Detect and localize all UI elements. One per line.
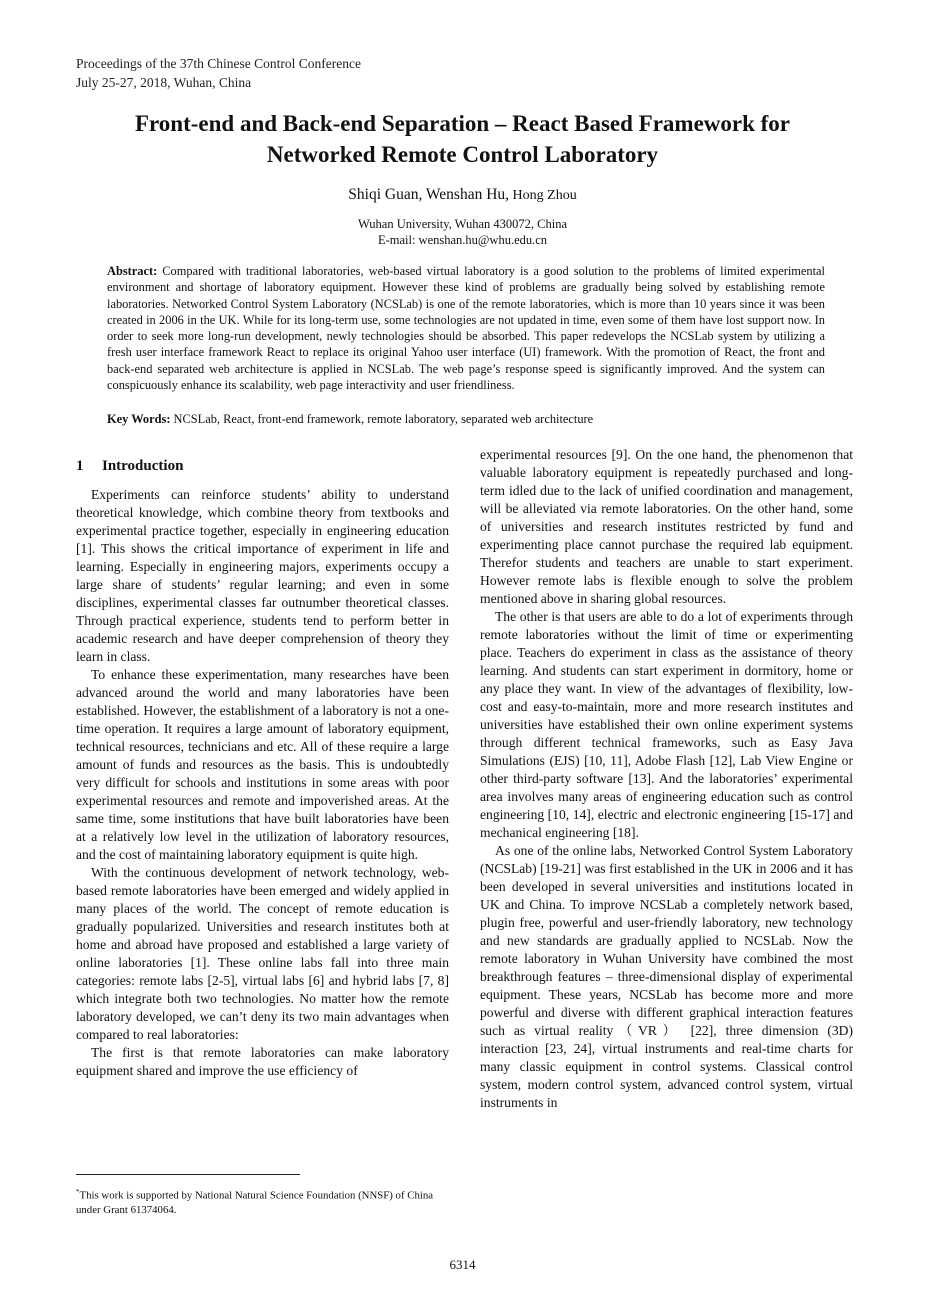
abstract-label: Abstract:: [107, 264, 158, 278]
title-line-1: Front-end and Back-end Separation – React Based Framework for: [134, 111, 791, 136]
footnote: [76, 1185, 449, 1217]
paragraph: experimental resources [9]. On the one hand, the phenomenon that valuable laboratory equipment is repeatedly purchased and long-term idled due to the lack of unified coordination and management, will be alleviated via remote laboratories. On the other hand, some of universities and research institutes restricted by fund and experimenting place cannot purchase the required lab equipment. Therefor students and teachers are unable to start experiment. However remote labs is flexible enough to solve the problem mentioned above in sharing global resources.: [480, 447, 853, 606]
paragraph: The first is that remote laboratories can make laboratory equipment shared and improve the use efficiency of: [76, 1045, 449, 1078]
page-number: 6314: [449, 1257, 476, 1272]
paragraph: With the continuous development of network technology, web-based remote laboratories have been emerged and widely applied in many places of the world. The concept of remote education is gradually popularized. Universities and research institutes both at home and abroad have proposed and established a large variety of online laboratories [1]. These online labs fall into three main categories: remote labs [2-5], virtual labs [6] and hybrid labs [7, 8] which integrate both two technologies. No matter how the remote laboratory developed, we can’t deny its two main advantages when compared to real laboratories:: [76, 865, 449, 1042]
keywords-block: [107, 411, 825, 427]
authors-last: Hong Zhou: [509, 188, 577, 203]
abstract-text: Compared with traditional laboratories, web-based virtual laboratory is a good solution to the problems of limited experimental environment and shortage of laboratory equipment. However these kind of problems are gradually being solved by establishing remote laboratories. Networked Control System Laboratory (NCSLab) is one of the remote laboratories, which is more than 10 years since it was been created in 2006 in the UK. While for its long-term use, some technologies are not updated in time, even some of them have lost support now. In order to seek more long-run development, newly technologies should be absorbed. This paper redevelops the NCSLab system by utilizing a fresh user interface framework React to replace its original Yahoo user interface (UI) framework. With the promotion of React, the front and back-end separated web architecture is applied in NCSLab. The web page’s response speed is significantly improved. And the system can conspicuously enhance its scalability, web page interactivity and user friendliness.: [107, 264, 825, 393]
keywords-text: NCSLab, React, front-end framework, remote laboratory, separated web architecture: [170, 412, 594, 426]
title-line-2: Networked Remote Control Laboratory: [266, 142, 659, 167]
section-title: Introduction: [102, 458, 184, 474]
conference-name: Proceedings of the 37th Chinese Control Conference: [76, 56, 361, 71]
conference-date-place: July 25-27, 2018, Wuhan, China: [76, 75, 252, 90]
paragraph: The other is that users are able to do a lot of experiments through remote laboratories without the limit of time or experimenting place. Teachers do experiment in class as the assistance of theory learning. And students can start experiment in dormitory, home or any place they want. In view of the advantages of flexibility, low-cost and easy-to-maintain, more and more research institutes and universities have established their own online experiment systems through different technical frameworks, such as Easy Java Simulations (EJS) [10, 11], Adobe Flash [12], Lab View Engine or other third-party software [13]. And the laboratories’ experimental area involves many areas of engineering education such as control engineering [10, 14], electric and electronic engineering [15-17] and mechanical engineering [18].: [480, 609, 853, 840]
affiliation: Wuhan University, Wuhan 430072, China: [357, 217, 568, 231]
footnote-divider: [76, 1174, 300, 1175]
footnote-text: This work is supported by National Natural Science Foundation (NNSF) of China under Grant 61374064.: [76, 1189, 434, 1216]
paragraph: To enhance these experimentation, many researches have been advanced around the world and many laboratories have been established. However, the establishment of a laboratory is not a one-time operation. It requires a large amount of laboratory equipment, technical resources, technicians and etc. All of these require a large amount of funds and resources as the basis. This is undoubtedly very difficult for schools and institutions in some areas with poor experimental resources and remote and impoverished areas. At the same time, some institutions that have built laboratories have been at a relatively low level in the utilization of laboratory resources, and the cost of maintaining laboratory equipment is quite high.: [76, 667, 449, 862]
abstract-block: [107, 263, 825, 393]
right-column: [480, 446, 853, 1112]
authors-main: Shiqi Guan, Wenshan Hu,: [348, 186, 510, 203]
section-number: 1: [76, 458, 84, 474]
author-email: E-mail: wenshan.hu@whu.edu.cn: [377, 233, 548, 247]
section-heading: [76, 458, 183, 475]
paper-title: [60, 108, 865, 170]
paragraph: Experiments can reinforce students’ ability to understand theoretical knowledge, which combine theory from textbooks and experimental practice together, especially in engineering education [1]. This shows the critical importance of experiment in life and learning. Especially in engineering majors, experiments occupy a large share of students’ regular learning; and even in some disciplines, experimental classes far outnumber theoretical classes. Through practical experience, students tend to perform better in academic research and have deeper comprehension of theory they learn in class.: [76, 487, 449, 664]
keywords-label: Key Words:: [107, 412, 171, 426]
author-list: [0, 186, 925, 204]
footnote-mark: *: [76, 1188, 80, 1196]
paragraph: As one of the online labs, Networked Control System Laboratory (NCSLab) [19-21] was first established in the UK in 2006 and it has been developed in several universities and institutions located in UK and China. To improve NCSLab a completely network based, plugin free, powerful and user-friendly laboratory, new technology and new standards are gradually applied to NCSLab. Now the remote laboratory in Wuhan University have combined the most breakthrough features – three-dimensional display of experimental equipment. These years, NCSLab has become more and more powerful and diverse with different graphical interaction features such as virtual reality（VR） [22], three dimension (3D) interaction [23, 24], virtual instruments and real-time charts for many classic equipment in control systems. Classical control system, modern control system, advanced control system, virtual instruments in: [480, 843, 853, 1110]
left-column: [76, 486, 449, 1080]
